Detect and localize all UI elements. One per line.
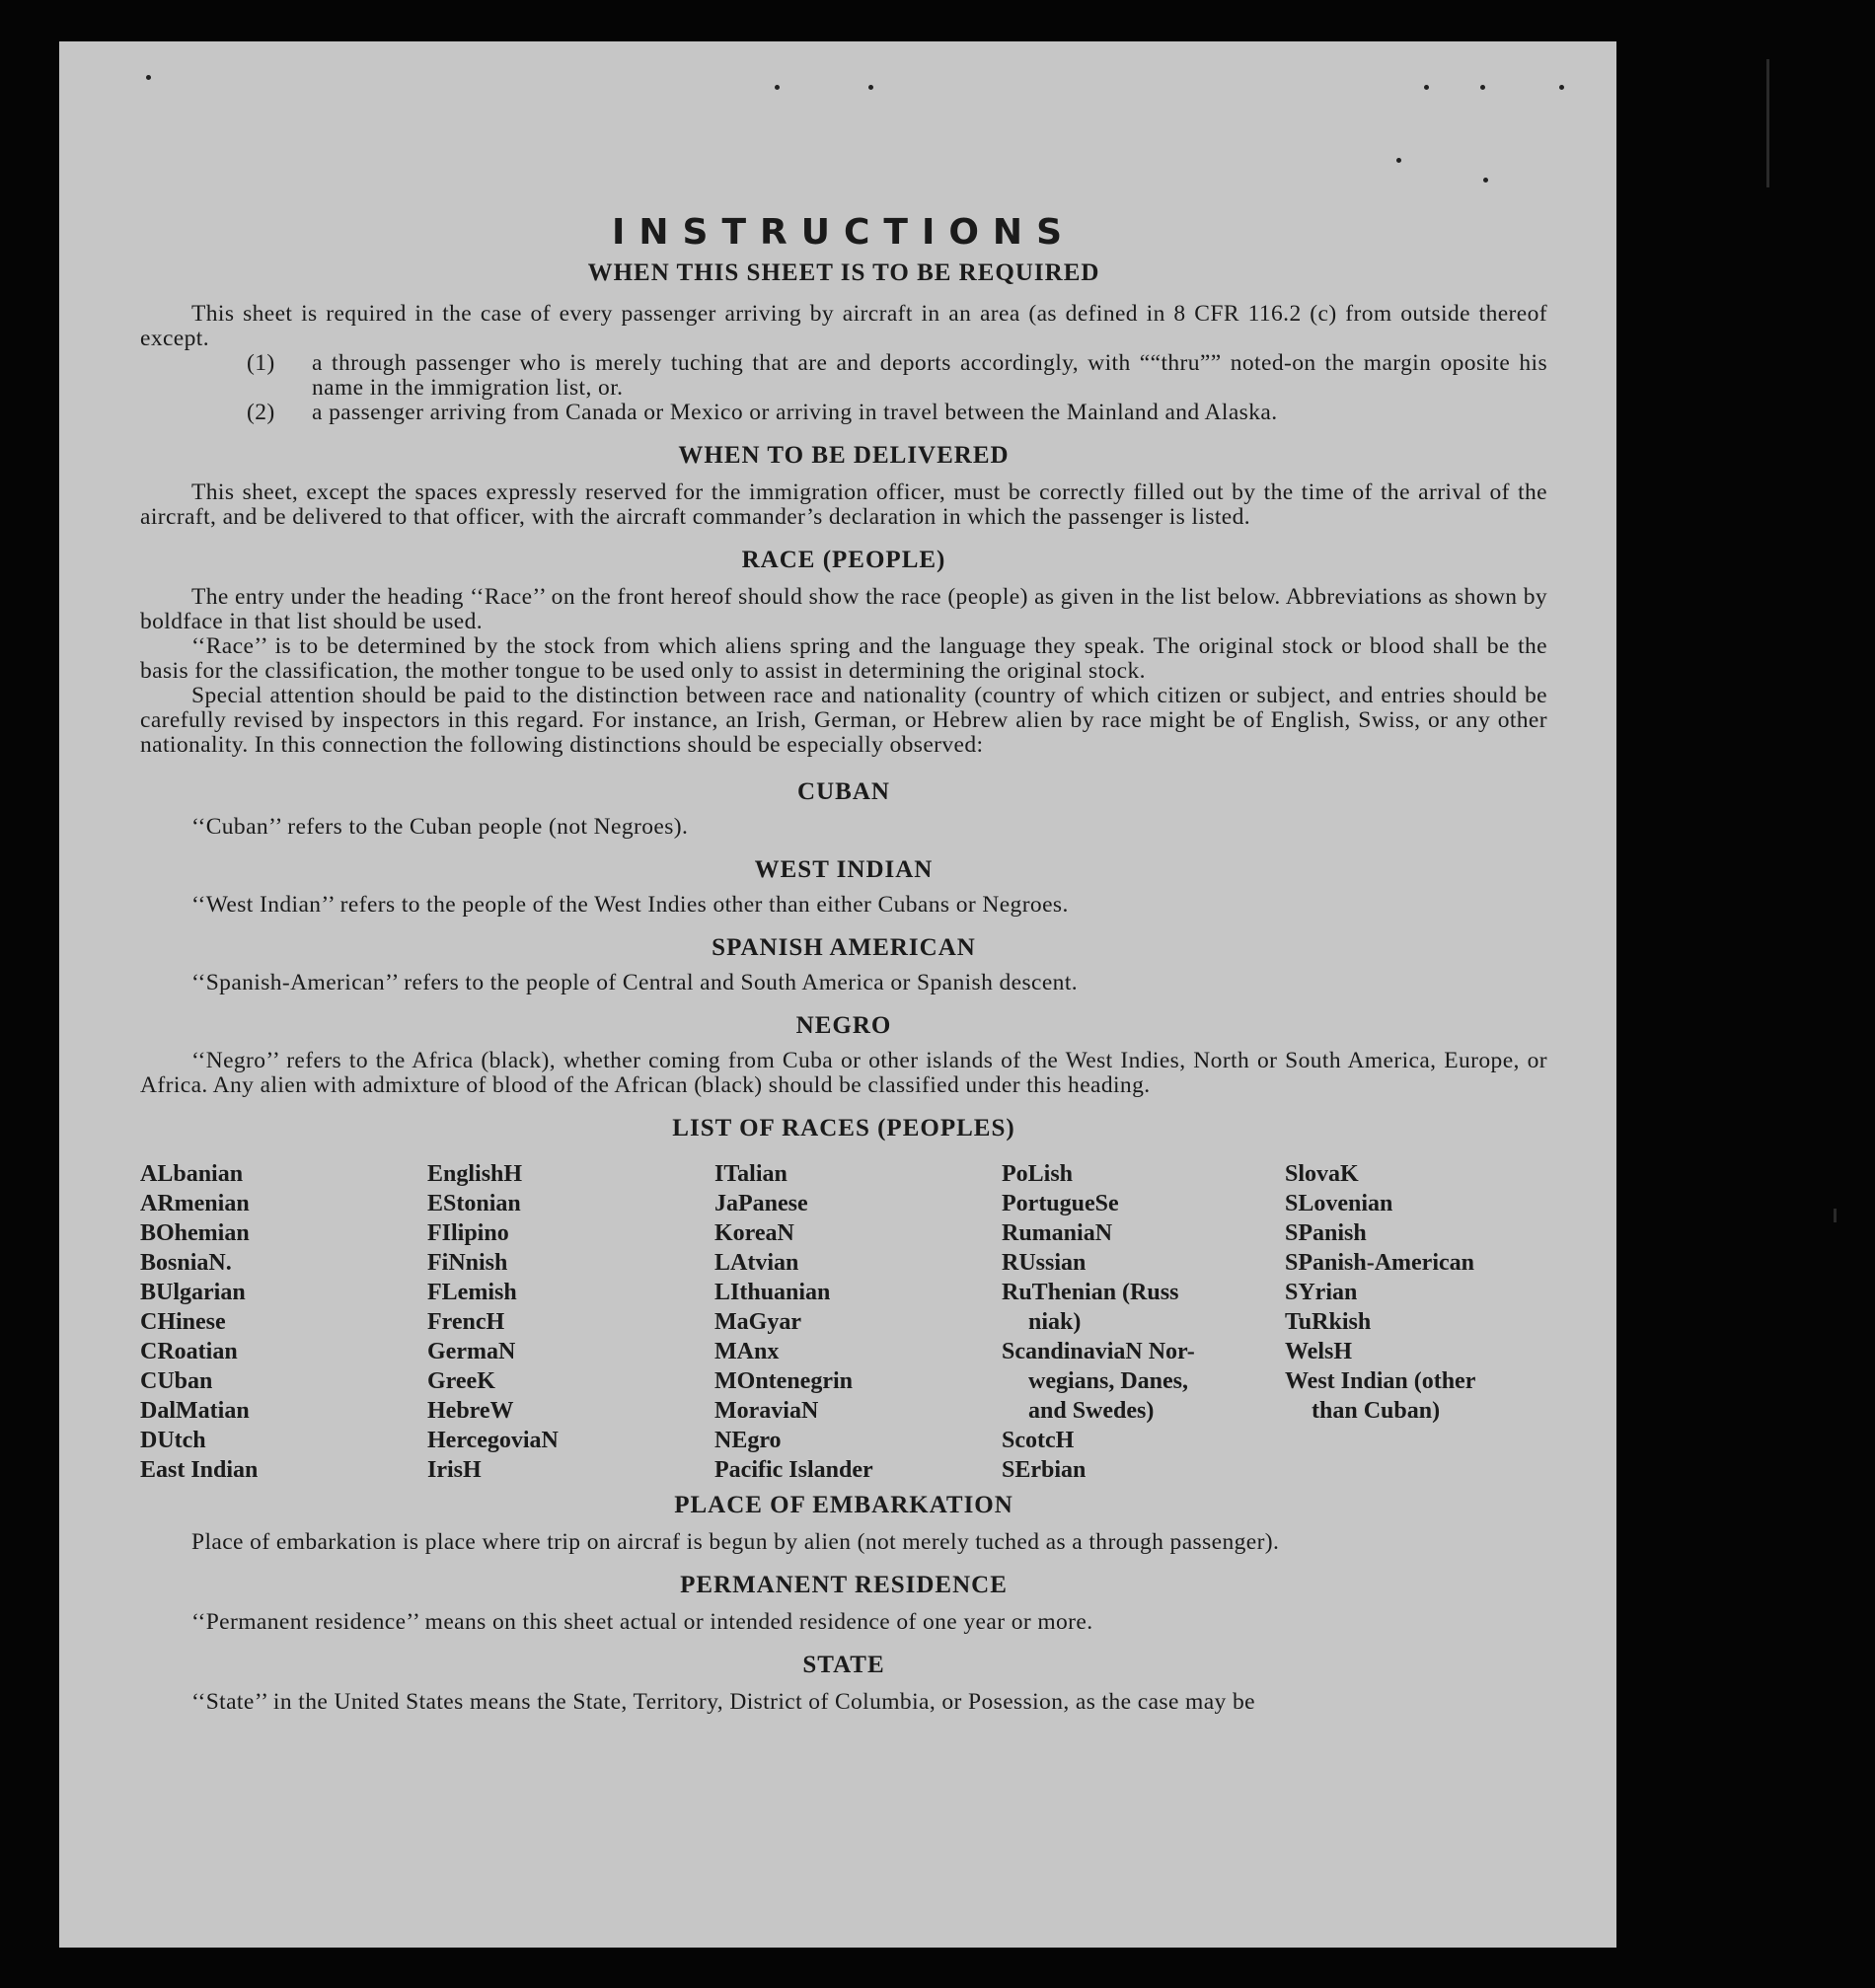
race-entry: TuRkish bbox=[1285, 1309, 1372, 1335]
race-entry: East Indian bbox=[140, 1457, 259, 1483]
race-entry: MoraviaN bbox=[714, 1398, 819, 1424]
race-entry: GermaN bbox=[427, 1339, 516, 1364]
race-entry: ScotcH bbox=[1002, 1428, 1075, 1453]
race-paragraph-2: ‘‘Race’’ is to be determined by the stock from which aliens spring and the language they speak. The original stock or blood shall be the basis for the classification, the mother tongue to be used only to assist in determining the original stock. bbox=[140, 633, 1547, 684]
heading-permanent-residence: PERMANENT RESIDENCE bbox=[680, 1572, 1008, 1598]
item-number: (2) bbox=[247, 400, 275, 425]
embarkation-text: Place of embarkation is place where trip on aircraf is begun by alien (not merely tuched as a through passenger). bbox=[191, 1529, 1280, 1555]
cuban-text: ‘‘Cuban’’ refers to the Cuban people (not Negroes). bbox=[191, 814, 689, 840]
race-entry: LIthuanian bbox=[714, 1280, 831, 1305]
race-entry: SErbian bbox=[1002, 1457, 1087, 1483]
race-entry: MaGyar bbox=[714, 1309, 801, 1335]
when-delivered-text: This sheet, except the spaces expressly reserved for the immigration officer, must be correctly filled out by the time of the arrival of the aircraft, and be delivered to that officer, with the aircraft commander’s declaration in which the passenger is listed. bbox=[140, 479, 1547, 530]
race-entry: HebreW bbox=[427, 1398, 514, 1424]
scan-speck bbox=[775, 85, 780, 90]
race-entry: SPanish bbox=[1285, 1220, 1367, 1246]
scan-speck bbox=[1559, 85, 1564, 90]
race-entry: GreeK bbox=[427, 1368, 495, 1394]
race-entry: NEgro bbox=[714, 1428, 782, 1453]
race-entry: FIlipino bbox=[427, 1220, 509, 1246]
race-entry: IrisH bbox=[427, 1457, 482, 1483]
race-entry: BOhemian bbox=[140, 1220, 250, 1246]
race-entry: SYrian bbox=[1285, 1280, 1358, 1305]
races-column bbox=[427, 1159, 714, 1485]
race-entry: RuThenian (Russ bbox=[1002, 1280, 1179, 1305]
race-entry: MAnx bbox=[714, 1339, 780, 1364]
heading-state: STATE bbox=[802, 1652, 885, 1678]
race-entry: BUlgarian bbox=[140, 1280, 246, 1305]
race-paragraph-1: The entry under the heading ‘‘Race’’ on the front hereof should show the race (people) as given in the list below. Abbreviations as shown by boldface in that list should be used. bbox=[140, 584, 1547, 634]
race-entry: RumaniaN bbox=[1002, 1220, 1113, 1246]
race-entry: WelsH bbox=[1285, 1339, 1353, 1364]
race-entry: DUtch bbox=[140, 1428, 206, 1453]
race-entry-continued: niak) bbox=[1028, 1309, 1082, 1335]
race-paragraph-3: Special attention should be paid to the distinction between race and nationality (country of which citizen or subject, and entries should be carefully revised by inspectors in this regard. For instance, an Irish, German, or Hebrew alien by race might be of English, Swiss, or any other nationality. In this connection the following distinctions should be especially observed: bbox=[140, 683, 1547, 758]
race-entry: Pacific Islander bbox=[714, 1457, 873, 1483]
race-entry: ITalian bbox=[714, 1161, 788, 1187]
heading-place-of-embarkation: PLACE OF EMBARKATION bbox=[674, 1492, 1013, 1518]
heading-west-indian: WEST INDIAN bbox=[754, 856, 934, 883]
race-entry: HercegoviaN bbox=[427, 1428, 559, 1453]
race-entry: RUssian bbox=[1002, 1250, 1087, 1276]
document-page bbox=[59, 41, 1616, 1948]
race-entry-continued: than Cuban) bbox=[1312, 1398, 1441, 1424]
heading-when-delivered: WHEN TO BE DELIVERED bbox=[678, 442, 1010, 469]
item-text: a passenger arriving from Canada or Mexico or arriving in travel between the Mainland and Alaska. bbox=[312, 400, 1278, 425]
scan-speck bbox=[1483, 178, 1488, 183]
races-column bbox=[1285, 1159, 1541, 1485]
races-list bbox=[140, 1159, 1547, 1485]
races-column bbox=[1002, 1159, 1285, 1485]
scan-edge-mark bbox=[1766, 59, 1769, 187]
race-entry: SlovaK bbox=[1285, 1161, 1359, 1187]
heading-race: RACE (PEOPLE) bbox=[741, 547, 946, 573]
race-entry: JaPanese bbox=[714, 1191, 808, 1216]
race-entry: MOntenegrin bbox=[714, 1368, 853, 1394]
scan-speck bbox=[1396, 158, 1401, 163]
scan-speck bbox=[146, 75, 151, 80]
race-entry: CUban bbox=[140, 1368, 213, 1394]
negro-text: ‘‘Negro’’ refers to the Africa (black), whether coming from Cuba or other islands of the West Indies, North or South America, Europe, or Africa. Any alien with admixture of blood of the African (black) should be classified under this heading. bbox=[140, 1048, 1547, 1098]
spanish-american-text: ‘‘Spanish-American’’ refers to the people of Central and South America or Spanish descent. bbox=[191, 970, 1079, 995]
race-entry: SLovenian bbox=[1285, 1191, 1393, 1216]
race-entry: DalMatian bbox=[140, 1398, 250, 1424]
list-item bbox=[140, 351, 1547, 401]
race-entry: ALbanian bbox=[140, 1161, 244, 1187]
race-entry: ARmenian bbox=[140, 1191, 250, 1216]
scan-speck bbox=[1480, 85, 1485, 90]
race-entry: CHinese bbox=[140, 1309, 226, 1335]
when-required-intro: This sheet is required in the case of every passenger arriving by aircraft in an area (as defined in 8 CFR 116.2 (c) from outside thereof except. bbox=[140, 301, 1547, 351]
races-column bbox=[714, 1159, 1002, 1485]
race-entry: EStonian bbox=[427, 1191, 521, 1216]
item-text: a through passenger who is merely tuching that are and deports accordingly, with ““thru”” noted-on the margin oposite his name in the immigration list, or. bbox=[312, 350, 1547, 401]
races-column bbox=[140, 1159, 427, 1485]
west-indian-text: ‘‘West Indian’’ refers to the people of the West Indies other than either Cubans or Negroes. bbox=[191, 892, 1069, 918]
state-text: ‘‘State’’ in the United States means the State, Territory, District of Columbia, or Posession, as the case may be bbox=[191, 1689, 1255, 1715]
list-item bbox=[140, 401, 1547, 425]
race-entry: PortugueSe bbox=[1002, 1191, 1119, 1216]
race-entry: KoreaN bbox=[714, 1220, 794, 1246]
race-entry: PoLish bbox=[1002, 1161, 1074, 1187]
race-entry: CRoatian bbox=[140, 1339, 238, 1364]
race-entry: FrencH bbox=[427, 1309, 505, 1335]
scan-speck bbox=[868, 85, 873, 90]
race-entry: BosniaN. bbox=[140, 1250, 232, 1276]
race-entry: FLemish bbox=[427, 1280, 517, 1305]
scan-speck bbox=[1424, 85, 1429, 90]
heading-spanish-american: SPANISH AMERICAN bbox=[712, 934, 976, 961]
item-number: (1) bbox=[247, 350, 275, 376]
race-entry: EnglishH bbox=[427, 1161, 523, 1187]
permanent-residence-text: ‘‘Permanent residence’’ means on this sheet actual or intended residence of one year or more. bbox=[191, 1609, 1093, 1635]
race-entry-continued: and Swedes) bbox=[1028, 1398, 1155, 1424]
race-entry: FiNnish bbox=[427, 1250, 508, 1276]
heading-list-of-races: LIST OF RACES (PEOPLES) bbox=[672, 1115, 1015, 1141]
race-entry-continued: wegians, Danes, bbox=[1028, 1368, 1189, 1394]
heading-cuban: CUBAN bbox=[797, 778, 890, 805]
race-entry: LAtvian bbox=[714, 1250, 799, 1276]
race-entry: ScandinaviaN Nor- bbox=[1002, 1339, 1195, 1364]
page-title: INSTRUCTIONS bbox=[612, 212, 1076, 253]
race-entry: SPanish-American bbox=[1285, 1250, 1474, 1276]
heading-negro: NEGRO bbox=[795, 1012, 892, 1039]
race-entry: West Indian (other bbox=[1285, 1368, 1476, 1394]
heading-when-required: WHEN THIS SHEET IS TO BE REQUIRED bbox=[587, 259, 1100, 286]
scan-edge-mark bbox=[1834, 1209, 1837, 1222]
